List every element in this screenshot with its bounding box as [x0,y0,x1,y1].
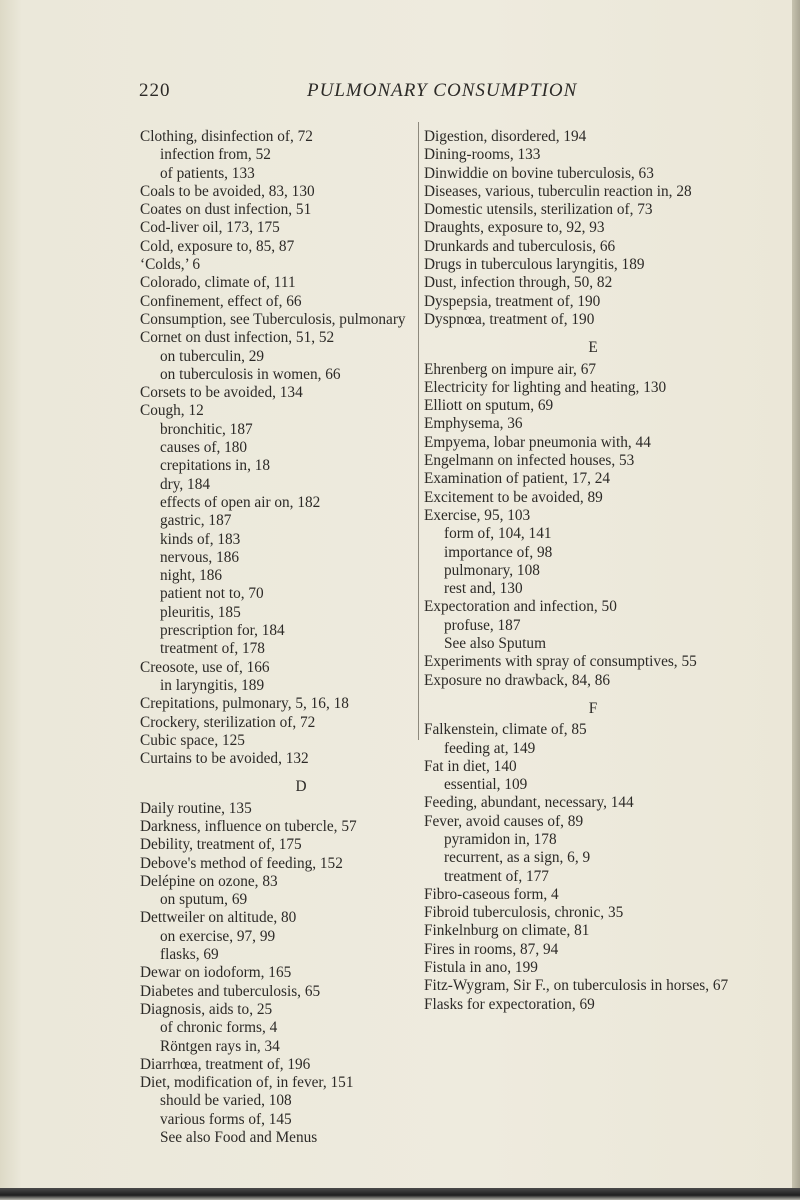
index-subentry: prescription for, 184 [160,622,285,640]
index-entry: Flasks for expectoration, 69 [424,995,595,1013]
index-entry: Daily routine, 135 [140,799,252,817]
index-entry: Diagnosis, aids to, 25 [140,1000,273,1018]
index-subentry: gastric, 187 [160,512,232,530]
index-entry: Delépine on ozone, 83 [140,872,278,890]
index-subentry: pyramidon in, 178 [444,830,557,848]
index-entry: Draughts, exposure to, 92, 93 [424,219,605,237]
index-entry: Debove's method of feeding, 152 [140,854,343,872]
index-subentry: effects of open air on, 182 [160,493,321,511]
index-entry: Cornet on dust infection, 51, 52 [140,329,335,347]
index-entry: Engelmann on infected houses, 53 [424,452,635,470]
index-entry: Feeding, abundant, necessary, 144 [424,794,634,812]
index-subentry: feeding at, 149 [444,739,536,757]
index-entry: Dewar on iodoform, 165 [140,964,292,982]
page-number: 220 [139,80,171,101]
index-entry: Cubic space, 125 [140,731,245,749]
index-entry: Electricity for lighting and heating, 130 [424,378,667,396]
index-subentry: importance of, 98 [444,543,553,561]
running-head: PULMONARY CONSUMPTION [307,80,578,101]
index-subentry: profuse, 187 [444,616,521,634]
index-entry: Expectoration and infection, 50 [424,598,617,616]
index-entry: Digestion, disordered, 194 [424,128,587,145]
index-entry: Fitz-Wygram, Sir F., on tuberculosis in horses, 67 [424,977,729,995]
index-subentry: bronchitic, 187 [160,420,253,438]
index-entry: Coals to be avoided, 83, 130 [140,182,315,200]
page-header [0,80,792,110]
index-entry: Fat in diet, 140 [424,757,517,775]
index-subentry: on exercise, 97, 99 [160,927,276,945]
index-entry: Excitement to be avoided, 89 [424,488,603,506]
index-subentry: form of, 104, 141 [444,525,552,543]
index-entry: Debility, treatment of, 175 [140,836,302,854]
index-entry: Exercise, 95, 103 [424,506,531,524]
page-edge-right [792,0,800,1200]
index-entry: Falkenstein, climate of, 85 [424,721,587,739]
index-entry: Dyspepsia, treatment of, 190 [424,292,601,310]
index-subentry: Röntgen rays in, 34 [160,1037,280,1055]
index-entry: Fires in rooms, 87, 94 [424,940,559,958]
index-entry: Elliott on sputum, 69 [424,397,554,415]
index-subentry: treatment of, 178 [160,640,265,658]
index-subentry: in laryngitis, 189 [160,676,265,694]
index-entry: Fistula in ano, 199 [424,959,538,977]
page-edge-bottom [0,1188,800,1200]
section-letter: F [588,699,598,717]
index-entry: Crockery, sterilization of, 72 [140,713,316,731]
index-subentry: on sputum, 69 [160,891,248,909]
index-entry: Finkelnburg on climate, 81 [424,922,590,940]
index-entry: Curtains to be avoided, 132 [140,750,309,768]
index-subentry: treatment of, 177 [444,867,549,885]
index-entry: Examination of patient, 17, 24 [424,470,611,488]
index-subentry: of chronic forms, 4 [160,1019,278,1037]
index-entry: Fibro-caseous form, 4 [424,885,559,903]
index-subentry: causes of, 180 [160,439,248,457]
index-subentry: infection from, 52 [160,146,271,164]
index-entry: Dinwiddie on bovine tuberculosis, 63 [424,164,654,182]
index-column-left [140,128,462,1147]
index-subentry: flasks, 69 [160,946,219,964]
index-subentry: See also Sputum [444,635,546,653]
index-subentry: of patients, 133 [160,164,255,182]
index-subentry: dry, 184 [160,475,210,493]
index-subentry: pulmonary, 108 [444,561,540,579]
index-subentry: See also Food and Menus [160,1129,318,1147]
index-entry: Creosote, use of, 166 [140,658,270,676]
index-entry: Emphysema, 36 [424,415,523,433]
index-entry: Consumption, see Tuberculosis, pulmonary [140,310,406,328]
index-entry: Cod-liver oil, 173, 175 [140,219,280,237]
index-subentry: rest and, 130 [444,580,523,598]
index-entry: Exposure no drawback, 84, 86 [424,671,611,689]
index-entry: Corsets to be avoided, 134 [140,384,303,402]
index-entry: Empyema, lobar pneumonia with, 44 [424,433,651,451]
index-subentry: kinds of, 183 [160,530,241,548]
index-entry: Ehrenberg on impure air, 67 [424,360,596,378]
section-letter: E [588,339,598,357]
index-subentry: recurrent, as a sign, 6, 9 [444,849,591,867]
index-entry: Fever, avoid causes of, 89 [424,812,584,830]
index-subentry: nervous, 186 [160,548,240,566]
index-entry: Diabetes and tuberculosis, 65 [140,982,321,1000]
index-entry: Confinement, effect of, 66 [140,292,302,310]
index-entry: Crepitations, pulmonary, 5, 16, 18 [140,695,349,713]
index-entry: ‘Colds,’ 6 [140,256,201,274]
index-entry: Diarrhœa, treatment of, 196 [140,1055,311,1073]
index-subentry: essential, 109 [444,776,528,794]
index-subentry: should be varied, 108 [160,1092,292,1110]
index-entry: Coates on dust infection, 51 [140,201,312,219]
index-subentry: on tuberculosis in women, 66 [160,365,341,383]
section-letter: D [295,778,307,796]
index-entry: Domestic utensils, sterilization of, 73 [424,201,653,219]
index-subentry: pleuritis, 185 [160,603,241,621]
index-entry: Dyspnœa, treatment of, 190 [424,310,595,328]
index-subentry: on tuberculin, 29 [160,347,265,365]
index-entry: Clothing, disinfection of, 72 [140,128,313,145]
index-subentry: various forms of, 145 [160,1110,292,1128]
index-entry: Drugs in tuberculous laryngitis, 189 [424,256,645,274]
index-entry: Experiments with spray of consumptives, 55 [424,653,697,671]
index-entry: Cold, exposure to, 85, 87 [140,237,295,255]
index-entry: Drunkards and tuberculosis, 66 [424,237,616,255]
index-entry: Cough, 12 [140,402,204,420]
index-entry: Diseases, various, tuberculin reaction in, 28 [424,182,692,200]
index-entry: Darkness, influence on tubercle, 57 [140,817,357,835]
index-entry: Dettweiler on altitude, 80 [140,909,297,927]
index-entry: Dining-rooms, 133 [424,146,541,164]
index-entry: Dust, infection through, 50, 82 [424,274,613,292]
index-subentry: night, 186 [160,567,223,585]
index-column-right [424,128,762,1014]
index-entry: Colorado, climate of, 111 [140,274,296,292]
index-subentry: crepitations in, 18 [160,457,271,475]
column-divider [418,122,419,740]
index-entry: Diet, modification of, in fever, 151 [140,1074,354,1092]
index-subentry: patient not to, 70 [160,585,264,603]
index-entry: Fibroid tuberculosis, chronic, 35 [424,904,624,922]
